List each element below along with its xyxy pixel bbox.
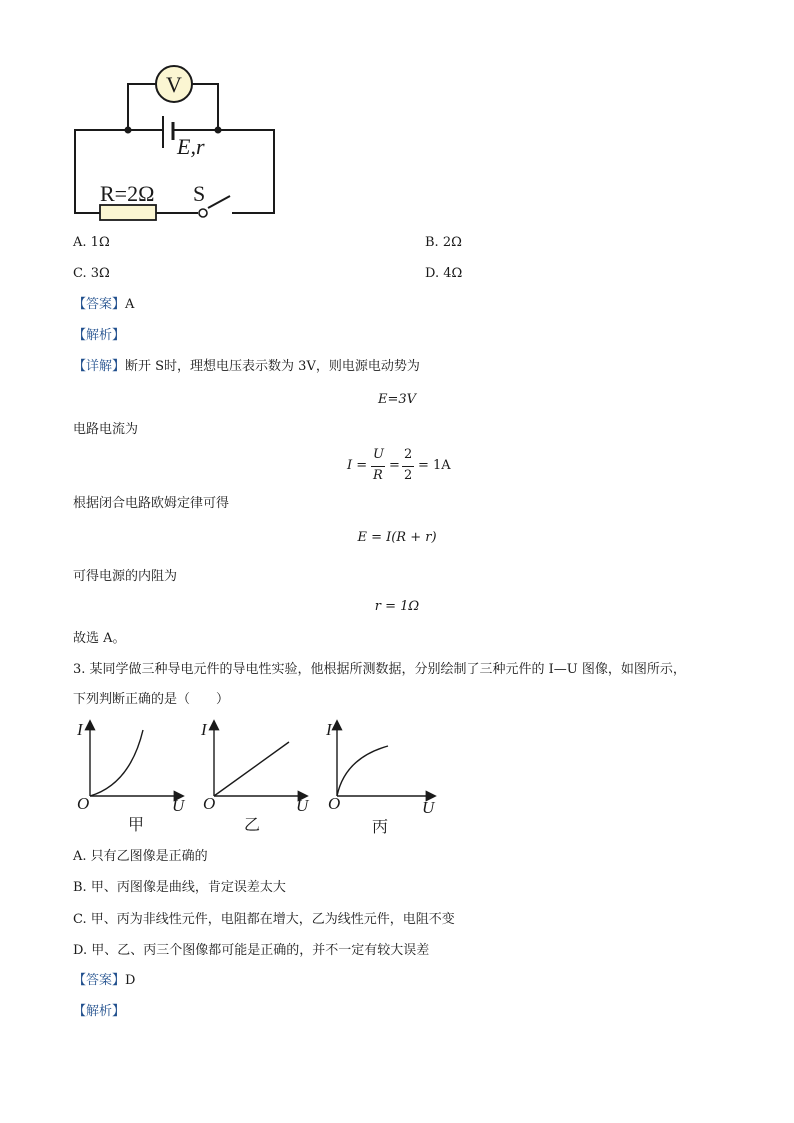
q2-conclusion: 故选 A。 <box>73 631 126 646</box>
q2-eq1: E=3V <box>377 392 417 407</box>
svg-text:O: O <box>328 794 341 813</box>
graph-jia <box>90 722 182 796</box>
q2-option-a: A. 1Ω <box>73 235 110 250</box>
line-yi <box>214 742 289 796</box>
q2-eq3: E = I(R + r) <box>357 530 437 545</box>
circuit-diagram <box>60 58 290 228</box>
svg-text:U: U <box>422 798 435 817</box>
svg-text:I: I <box>326 720 332 739</box>
q2-option-d: D. 4Ω <box>425 266 463 281</box>
svg-text:I: I <box>201 720 207 739</box>
svg-text:O: O <box>203 794 216 813</box>
q3-stem-line2: 下列判断正确的是（ ） <box>73 692 230 707</box>
resistor-label: R=2Ω <box>100 181 155 206</box>
q2-option-c: C. 3Ω <box>73 266 110 281</box>
caption-jia: 甲 <box>128 817 145 834</box>
q3-option-a: A. 只有乙图像是正确的 <box>73 849 208 864</box>
curve-jia <box>90 730 143 796</box>
q3-answer: 【答案】D <box>73 973 136 988</box>
graph-bing <box>337 722 434 796</box>
svg-text:O: O <box>77 794 90 813</box>
q2-option-b: B. 2Ω <box>425 235 462 250</box>
switch-label: S <box>193 181 206 206</box>
q3-stem-line1: 3. 某同学做三种导电元件的导电性实验，他根据所测数据，分别绘制了三种元件的 I—U 图像，如图所示， <box>73 662 686 677</box>
svg-text:U: U <box>172 796 185 815</box>
q3-option-d: D. 甲、乙、丙三个图像都可能是正确的，并不一定有较大误差 <box>73 943 430 958</box>
curve-bing <box>337 746 388 796</box>
q2-analysis-tag: 【解析】 <box>73 328 126 343</box>
q2-eq4: r = 1Ω <box>374 599 420 614</box>
resistor <box>100 205 156 220</box>
caption-bing: 丙 <box>372 819 389 836</box>
svg-text:U: U <box>296 796 309 815</box>
caption-yi: 乙 <box>244 817 261 834</box>
q3-option-b: B. 甲、丙图像是曲线，肯定误差太大 <box>73 880 286 895</box>
voltmeter-icon <box>156 66 192 102</box>
q2-line3: 根据闭合电路欧姆定律可得 <box>73 496 230 511</box>
q3-option-c: C. 甲、丙为非线性元件，电阻都在增大，乙为线性元件，电阻不变 <box>73 912 455 927</box>
q2-line4: 可得电源的内阻为 <box>73 569 178 584</box>
battery-label: E,r <box>177 134 205 159</box>
q2-answer: 【答案】A <box>73 297 135 312</box>
graph-yi <box>214 722 306 796</box>
svg-text:I: I <box>77 720 83 739</box>
iu-graphs <box>70 716 450 840</box>
q2-line2: 电路电流为 <box>73 422 139 437</box>
q3-analysis-tag: 【解析】 <box>73 1004 126 1019</box>
switch <box>199 209 207 217</box>
voltmeter-label: V <box>166 72 182 97</box>
q2-detail: 【详解】断开 S时，理想电压表示数为 3V，则电源电动势为 <box>73 359 420 374</box>
